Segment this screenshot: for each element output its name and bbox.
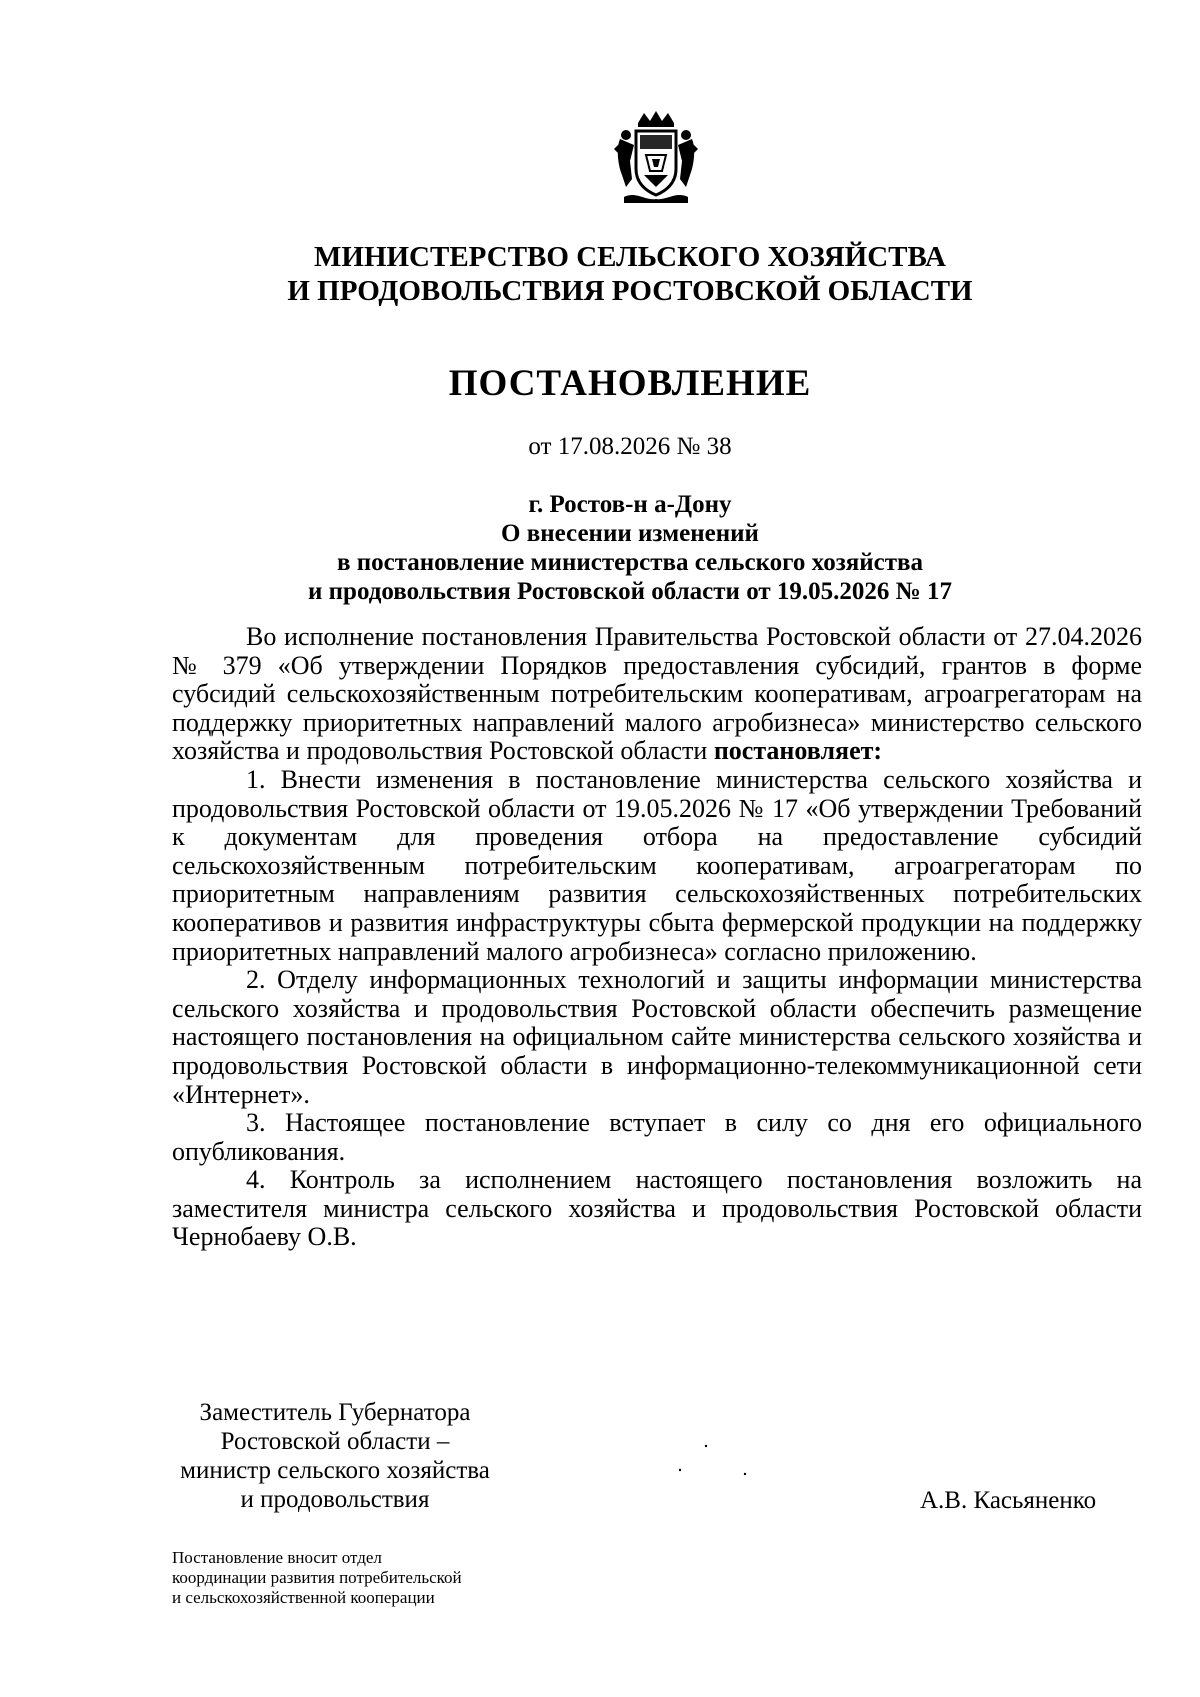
submitter-note-line-3: и сельскохозяйственной кооперации: [172, 1588, 435, 1607]
signatory-position-line-2: Ростовской области –: [220, 1428, 450, 1455]
document-city: г. Ростов-н а-Дону: [528, 491, 732, 518]
signatory-position: [140, 1398, 530, 1514]
signatory-position-line-4: и продовольствия: [240, 1486, 430, 1513]
document-body: [172, 623, 1142, 1252]
document-title-line-3: и продовольствия Ростовской области от 19.05.2026 № 17: [307, 578, 953, 605]
submitter-note-line-1: Постановление вносит отдел: [172, 1548, 382, 1567]
submitter-note: [172, 1548, 462, 1608]
item-4-paragraph: 4. Контроль за исполнением настоящего постановления возложить на заместителя министра сельского хозяйства и продовольствия Ростовской области Чернобаеву О.В.: [172, 1165, 1142, 1252]
preamble-paragraph: [172, 623, 1142, 766]
ministry-name-line-2: И ПРОДОВОЛЬСТВИЯ РОСТОВСКОЙ ОБЛАСТИ: [287, 275, 973, 307]
signatory-name: А.В. Касьяненко: [920, 1487, 1097, 1514]
item-2-paragraph: 2. Отделу информационных технологий и защиты информации министерства сельского хозяйства и продовольствия Ростовской области обеспечить размещение настоящего постановления на официальном сайте министерства сельского хозяйства и продовольствия Ростовской области в информационно-телекоммуникационной сети «Интернет».: [172, 965, 1142, 1109]
document-title-line-2: в постановление министерства сельского хозяйства: [336, 549, 924, 576]
document-title-line-1: О внесении изменений: [501, 520, 759, 547]
signature-marks: [670, 1444, 760, 1484]
signatory-position-line-3: министр сельского хозяйства: [180, 1457, 490, 1484]
submitter-note-line-2: координации развития потребительской: [172, 1568, 462, 1587]
signatory-position-line-1: Заместитель Губернатора: [199, 1399, 471, 1426]
item-1-paragraph: 1. Внести изменения в постановление министерства сельского хозяйства и продовольствия Ростовской области от 19.05.2026 № 17 «Об утверждении Требований к документам для проведения отбора на предоставление субсидий сельскохозяйственным потребительским кооперативам, агроагрегаторам по приоритетным направлениям развития сельскохозяйственных потребительских кооперативов и развития инфраструктуры сбыта фермерской продукции на поддержку приоритетных направлений малого агробизнеса» согласно приложению.: [172, 764, 1142, 966]
ministry-name-line-1: МИНИСТЕРСТВО СЕЛЬСКОГО ХОЗЯЙСТВА: [314, 241, 946, 273]
coat-of-arms-icon: [606, 109, 706, 209]
item-3-paragraph: 3. Настоящее постановление вступает в силу со дня его официального опубликования.: [172, 1108, 1142, 1166]
decree-word: постановляет:: [713, 736, 883, 766]
document-type: ПОСТАНОВЛЕНИЕ: [448, 363, 812, 404]
document-date-number: от 17.08.2026 № 38: [528, 433, 732, 460]
preamble-text: Во исполнение постановления Правительства Ростовской области от 27.04.2026 № 379 «Об утверждении Порядков предоставления субсидий, грантов в форме субсидий сельскохозяйственным потребительским кооперативам, агроагрегаторам на поддержку приоритетных направлений малого агробизнеса» министерство сельского хозяйства и продовольствия Ростовской области: [172, 622, 1142, 766]
